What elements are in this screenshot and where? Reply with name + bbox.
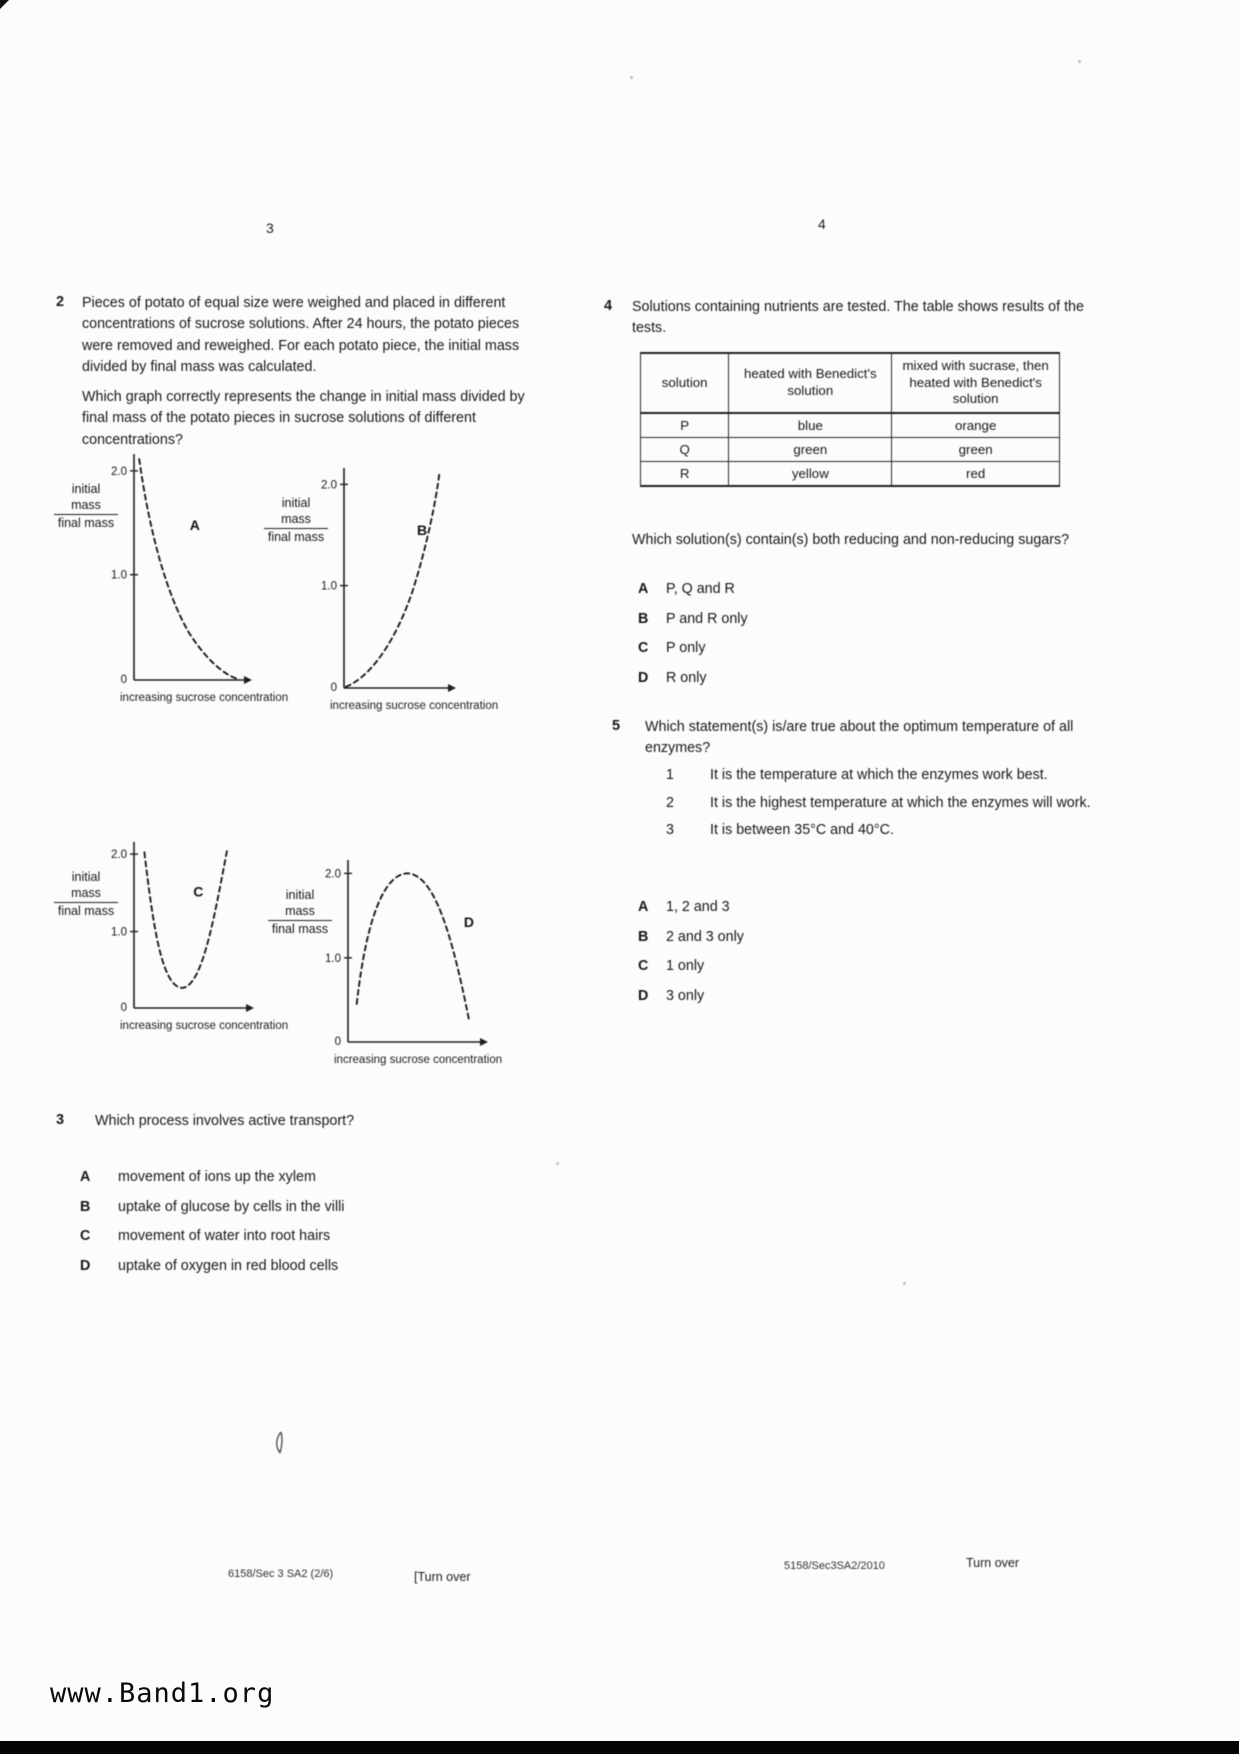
option-text: 1, 2 and 3 [666, 899, 730, 915]
scan-speck [556, 1162, 559, 1165]
table-row [641, 437, 1060, 461]
statement-text: It is the highest temperature at which the enzymes will work. [710, 794, 1091, 811]
y-tick-label: 1.0 [111, 926, 127, 939]
x-axis-arrow [246, 1004, 254, 1012]
x-axis-arrow [448, 684, 456, 692]
graph-letter-A: A [189, 516, 200, 533]
cell-sucrase: red [892, 461, 1060, 486]
q5-statements [666, 766, 1126, 849]
y-axis-numerator: initial mass [264, 496, 328, 529]
y-tick-label: 0 [334, 1036, 341, 1048]
y-axis-label [264, 496, 328, 546]
scan-speck [630, 76, 633, 79]
statement-row [666, 766, 1126, 785]
y-tick-label: 0 [120, 674, 127, 686]
scan-bottom-bar [0, 1741, 1239, 1754]
graph-C [54, 840, 288, 1032]
option-row [638, 610, 938, 629]
q4-intro: Solutions containing nutrients are tested. The table shows results of the tests. [632, 299, 1084, 337]
scan-speck [1078, 60, 1081, 63]
option-text: 3 only [666, 987, 705, 1004]
statement-row [666, 821, 1126, 840]
results-table [640, 352, 1060, 487]
option-letter: C [638, 640, 649, 657]
option-text: 2 and 3 only [666, 928, 744, 945]
x-axis-caption: increasing sucrose concentration [334, 1054, 503, 1066]
graph-letter-C: C [193, 883, 204, 900]
option-letter: D [638, 669, 649, 686]
graph-letter-B: B [417, 522, 428, 538]
q2-number: 2 [56, 294, 65, 310]
cell-benedicts: blue [729, 413, 892, 438]
y-axis-numerator: initial mass [268, 888, 332, 921]
option-letter: B [80, 1198, 91, 1215]
option-letter: C [80, 1228, 91, 1245]
table-row [641, 413, 1060, 438]
footer-doc-code-right: 5158/Sec3SA2/2010 [784, 1560, 885, 1572]
y-axis-denominator: final mass [57, 904, 115, 919]
q2-intro: Pieces of potato of equal size were weighed and placed in different concentrations of sucrose solutions. After 24 hours, the potato pieces were removed and reweighed. For each potato piece, the initial mass divided by final mass was calculated. [82, 295, 520, 376]
y-tick-label: 0 [330, 682, 337, 694]
option-row [638, 639, 938, 658]
q4-options [638, 580, 938, 698]
scan-speck [903, 1282, 906, 1285]
x-axis-arrow [480, 1038, 488, 1046]
graph-plot-A [111, 452, 254, 688]
turn-over-label-left: [Turn over [414, 1570, 471, 1584]
header-cell: mixed with sucrase, then heated with Benedict's solution [892, 353, 1060, 413]
q5-number: 5 [612, 718, 621, 734]
option-row [80, 1168, 500, 1187]
y-tick-label: 2.0 [325, 868, 341, 881]
table-header-row [641, 353, 1060, 413]
option-letter: A [638, 899, 649, 915]
statement-number: 1 [666, 767, 674, 783]
option-row [638, 580, 938, 599]
option-letter: B [638, 928, 649, 945]
graph-D [268, 858, 502, 1066]
option-row [80, 1198, 500, 1217]
watermark-url: www.Band1.org [50, 1678, 275, 1709]
y-axis-numerator: initial mass [54, 870, 118, 903]
y-axis-label [54, 482, 118, 532]
x-axis-caption: increasing sucrose concentration [330, 700, 499, 712]
curve-C [144, 849, 227, 988]
option-row [638, 957, 938, 976]
q5-options [638, 898, 938, 1016]
y-axis-label [268, 888, 332, 938]
q3-question: Which process involves active transport? [95, 1113, 355, 1129]
option-text: movement of ions up the xylem [118, 1169, 316, 1185]
option-text: R only [666, 669, 707, 686]
y-tick-label: 1.0 [111, 569, 127, 582]
q5-question: Which statement(s) is/are true about the optimum temperature of all enzymes? [645, 719, 1074, 757]
option-text: 1 only [666, 958, 705, 975]
option-letter: A [80, 1169, 91, 1185]
graph-plot-D [325, 858, 490, 1050]
y-tick-label: 2.0 [111, 465, 127, 478]
y-tick-label: 0 [120, 1002, 127, 1014]
cell-solution: P [641, 413, 729, 438]
option-letter: D [638, 987, 649, 1004]
turn-over-label-right: Turn over [966, 1556, 1020, 1570]
footer-doc-code-left: 6158/Sec 3 SA2 (2/6) [228, 1568, 334, 1580]
y-axis-denominator: final mass [267, 530, 325, 545]
y-axis-denominator: final mass [57, 516, 115, 531]
curve-A [139, 459, 236, 678]
y-tick-label: 2.0 [321, 479, 337, 492]
option-text: P, Q and R [666, 581, 735, 597]
y-tick-label: 1.0 [325, 952, 341, 965]
option-row [638, 898, 938, 917]
option-row [80, 1227, 500, 1246]
graph-letter-D: D [463, 914, 475, 931]
option-letter: B [638, 610, 649, 627]
option-text: uptake of oxygen in red blood cells [118, 1257, 339, 1274]
q4-question: Which solution(s) contain(s) both reducing and non-reducing sugars? [632, 532, 1070, 548]
cell-sucrase: orange [892, 413, 1060, 438]
x-axis-caption: increasing sucrose concentration [120, 692, 289, 704]
cell-benedicts: yellow [729, 461, 892, 486]
cell-solution: R [641, 461, 729, 486]
q3-options [80, 1168, 500, 1286]
table-row [641, 461, 1060, 486]
option-text: P and R only [666, 610, 748, 627]
graph-B [264, 466, 498, 712]
page-number-left: 3 [266, 220, 274, 236]
statement-number: 3 [666, 822, 674, 839]
option-letter: C [638, 958, 649, 975]
graph-plot-B [321, 466, 458, 696]
page-number-right: 4 [818, 216, 826, 232]
y-axis-denominator: final mass [271, 922, 329, 937]
statement-number: 2 [666, 794, 674, 811]
x-axis-caption: increasing sucrose concentration [120, 1020, 289, 1032]
option-text: P only [666, 640, 706, 657]
header-cell: solution [641, 353, 729, 413]
q3-number: 3 [56, 1112, 65, 1128]
y-tick-label: 2.0 [111, 849, 127, 862]
y-tick-label: 1.0 [321, 580, 337, 593]
option-text: uptake of glucose by cells in the villi [118, 1198, 345, 1215]
cell-benedicts: green [729, 437, 892, 461]
option-text: movement of water into root hairs [118, 1228, 331, 1245]
option-row [638, 928, 938, 947]
option-letter: D [80, 1257, 91, 1274]
curve-D [357, 873, 469, 1019]
header-cell: heated with Benedict's solution [729, 353, 892, 413]
y-axis-label [54, 870, 118, 920]
cell-solution: Q [641, 437, 729, 461]
q4-number: 4 [604, 298, 613, 314]
q2-question: Which graph correctly represents the change in initial mass divided by final mass of the potato pieces in sucrose solutions of different concentrations? [82, 389, 525, 448]
x-axis-arrow [244, 676, 252, 684]
statement-text: It is between 35°C and 40°C. [710, 822, 894, 839]
option-row [638, 669, 938, 688]
option-row [80, 1257, 500, 1276]
pencil-mark [272, 1430, 288, 1456]
curve-B [346, 473, 439, 687]
option-letter: A [638, 581, 649, 597]
statement-text: It is the temperature at which the enzymes work best. [710, 767, 1048, 783]
option-row [638, 987, 938, 1006]
cell-sucrase: green [892, 437, 1060, 461]
statement-row [666, 794, 1126, 813]
y-axis-numerator: initial mass [54, 482, 118, 515]
graph-plot-C [111, 840, 256, 1016]
graph-A [54, 452, 288, 704]
